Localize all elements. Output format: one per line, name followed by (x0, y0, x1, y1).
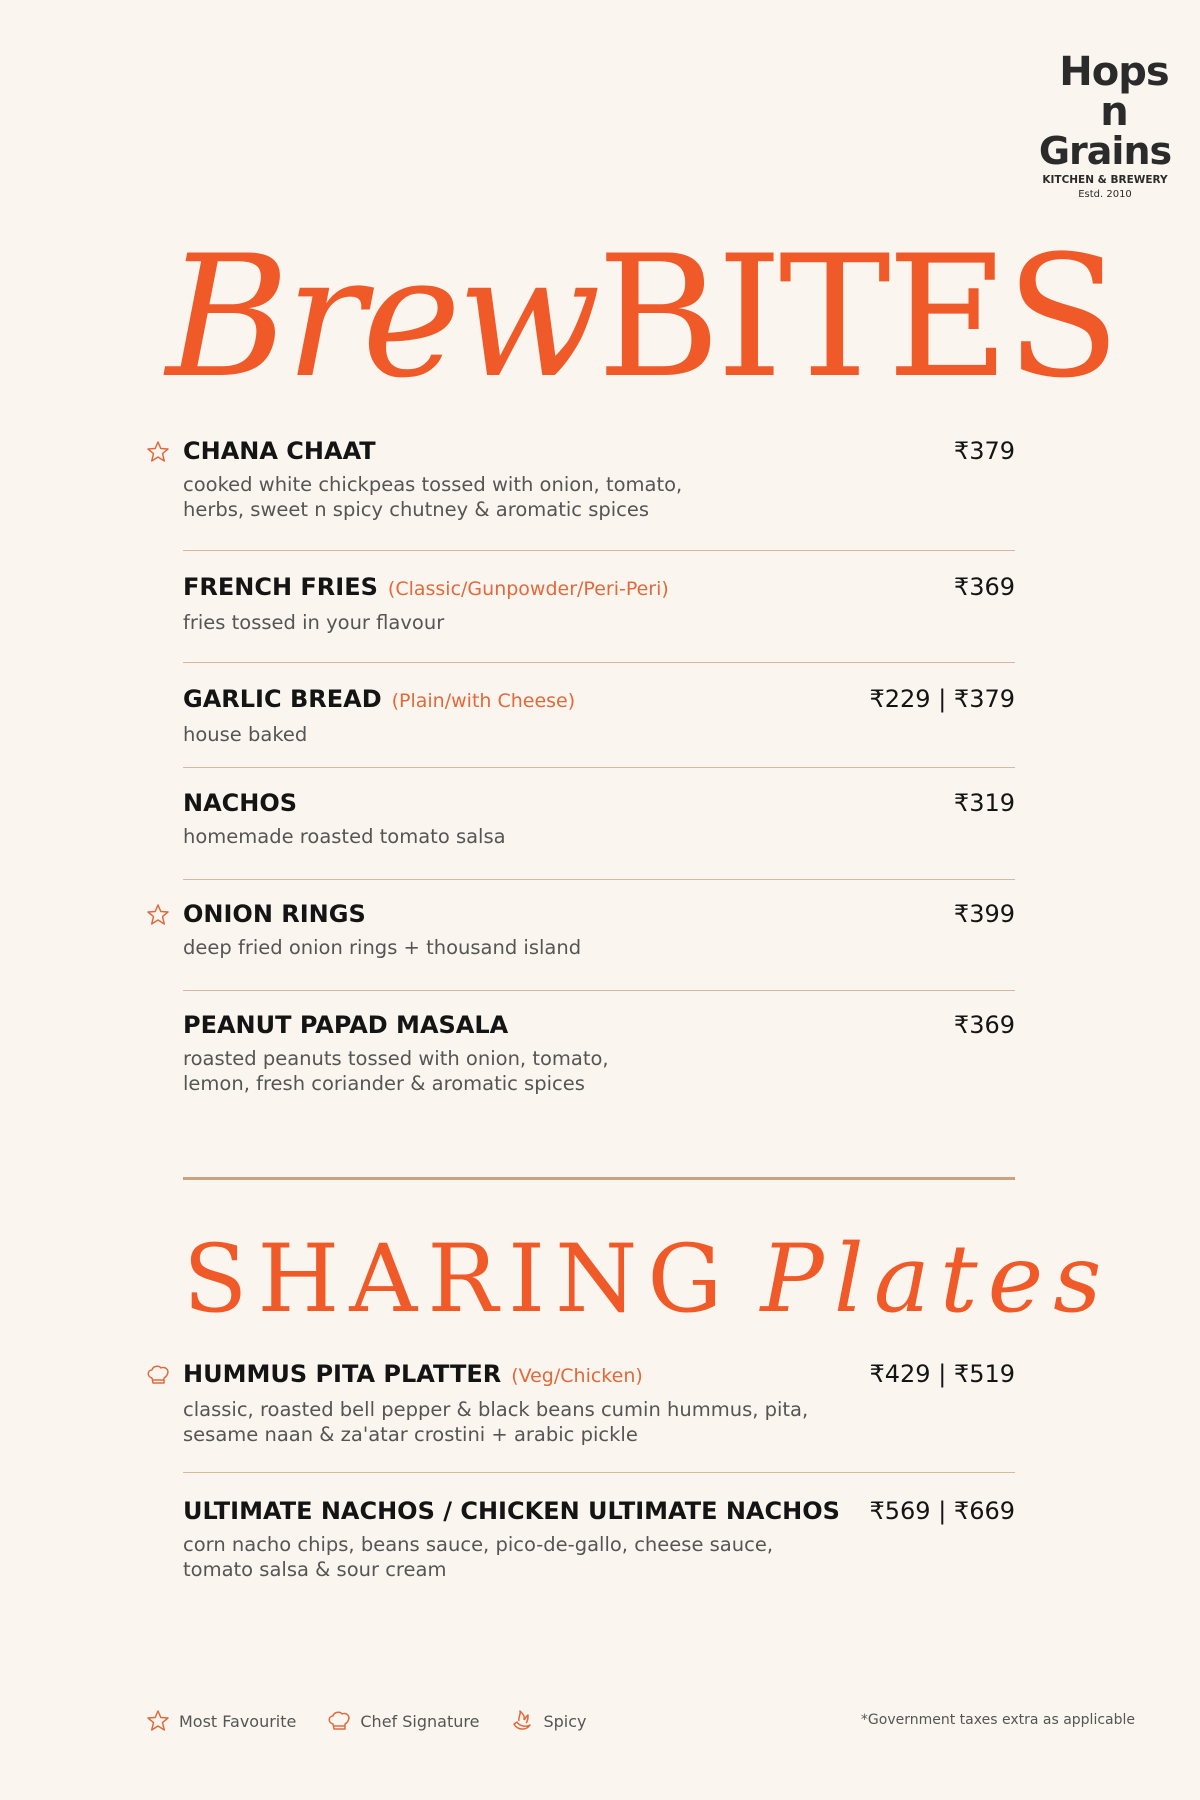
menu-item (183, 1010, 1015, 1096)
item-description (183, 472, 1015, 522)
divider (183, 1472, 1015, 1473)
title-caps: BITES (597, 219, 1117, 415)
title-caps: SHARING (183, 1225, 733, 1334)
logo-line1: Hops n (1059, 49, 1169, 135)
item-options: (Veg/Chicken) (511, 1365, 643, 1387)
chef-hat-icon (145, 1362, 171, 1388)
item-description (183, 1046, 1015, 1096)
star-icon (145, 902, 171, 928)
item-options: (Plain/with Cheese) (391, 690, 576, 712)
item-name (183, 899, 1015, 929)
title-italic: Plates (760, 1225, 1112, 1334)
item-price: ₹429 | ₹519 (869, 1360, 1015, 1388)
chili-icon (509, 1708, 535, 1734)
item-price: ₹319 (953, 789, 1015, 817)
star-icon (145, 1708, 171, 1734)
description-line: house baked (183, 723, 308, 746)
item-name (183, 1010, 1015, 1040)
item-price: ₹369 (953, 1011, 1015, 1039)
divider (183, 879, 1015, 880)
item-title: GARLIC BREAD (183, 685, 382, 713)
sharing-plates-title (183, 1225, 1112, 1335)
menu-item (183, 436, 1015, 522)
menu-item (183, 788, 1015, 849)
item-description (183, 1397, 1015, 1447)
legend-favourite (145, 1708, 296, 1734)
item-description (183, 935, 1015, 960)
item-title: NACHOS (183, 789, 298, 817)
tax-note: *Government taxes extra as applicable (860, 1712, 1135, 1728)
description-line: roasted peanuts tossed with onion, tomato, (183, 1047, 609, 1070)
menu-item (183, 899, 1015, 960)
item-name (183, 572, 1015, 604)
menu-item (183, 1496, 1015, 1582)
item-price: ₹229 | ₹379 (869, 685, 1015, 713)
description-line: cooked white chickpeas tossed with onion, tomato, (183, 473, 683, 496)
item-options: (Classic/Gunpowder/Peri-Peri) (387, 578, 669, 600)
legend-label: Spicy (543, 1711, 587, 1731)
item-title: FRENCH FRIES (183, 573, 378, 601)
menu-item (183, 572, 1015, 635)
item-description (183, 1532, 1015, 1582)
menu-item (183, 684, 1015, 747)
brew-bites-title (166, 219, 1117, 415)
item-title: ULTIMATE NACHOS / CHICKEN ULTIMATE NACHOS (183, 1497, 840, 1525)
description-line: sesame naan & za'atar crostini + arabic pickle (183, 1423, 638, 1446)
item-price: ₹569 | ₹669 (869, 1497, 1015, 1525)
item-price: ₹399 (953, 900, 1015, 928)
chef-hat-icon (326, 1708, 352, 1734)
item-price: ₹369 (953, 573, 1015, 601)
divider (183, 990, 1015, 991)
logo-subtitle: KITCHEN & BREWERY (1042, 174, 1168, 186)
divider (183, 767, 1015, 768)
description-line: corn nacho chips, beans sauce, pico-de-gallo, cheese sauce, (183, 1533, 774, 1556)
divider (183, 662, 1015, 663)
item-title: ONION RINGS (183, 900, 366, 928)
title-italic: Brew (166, 219, 597, 415)
legend-spicy (509, 1708, 586, 1734)
description-line: lemon, fresh coriander & aromatic spices (183, 1072, 585, 1095)
logo-estd: Estd. 2010 (1078, 189, 1132, 200)
legend-label: Most Favourite (179, 1711, 297, 1731)
menu-item (183, 1359, 1015, 1447)
item-name (183, 788, 1015, 818)
item-title: CHANA CHAAT (183, 437, 376, 465)
legend (145, 1708, 616, 1734)
item-description (183, 610, 1015, 635)
description-line: herbs, sweet n spicy chutney & aromatic spices (183, 498, 650, 521)
description-line: fries tossed in your flavour (183, 611, 445, 634)
section-divider (183, 1177, 1015, 1180)
item-description (183, 722, 1015, 747)
item-title: PEANUT PAPAD MASALA (183, 1011, 509, 1039)
logo-line2: Grains (1038, 129, 1172, 173)
logo (1030, 49, 1180, 200)
description-line: classic, roasted bell pepper & black beans cumin hummus, pita, (183, 1398, 809, 1421)
divider (183, 550, 1015, 551)
legend-label: Chef Signature (360, 1711, 480, 1731)
item-title: HUMMUS PITA PLATTER (183, 1360, 502, 1388)
item-price: ₹379 (953, 437, 1015, 465)
item-description (183, 824, 1015, 849)
legend-chef (326, 1708, 479, 1734)
star-icon (145, 439, 171, 465)
description-line: tomato salsa & sour cream (183, 1558, 447, 1581)
item-name (183, 436, 1015, 466)
description-line: homemade roasted tomato salsa (183, 825, 506, 848)
description-line: deep fried onion rings + thousand island (183, 936, 582, 959)
